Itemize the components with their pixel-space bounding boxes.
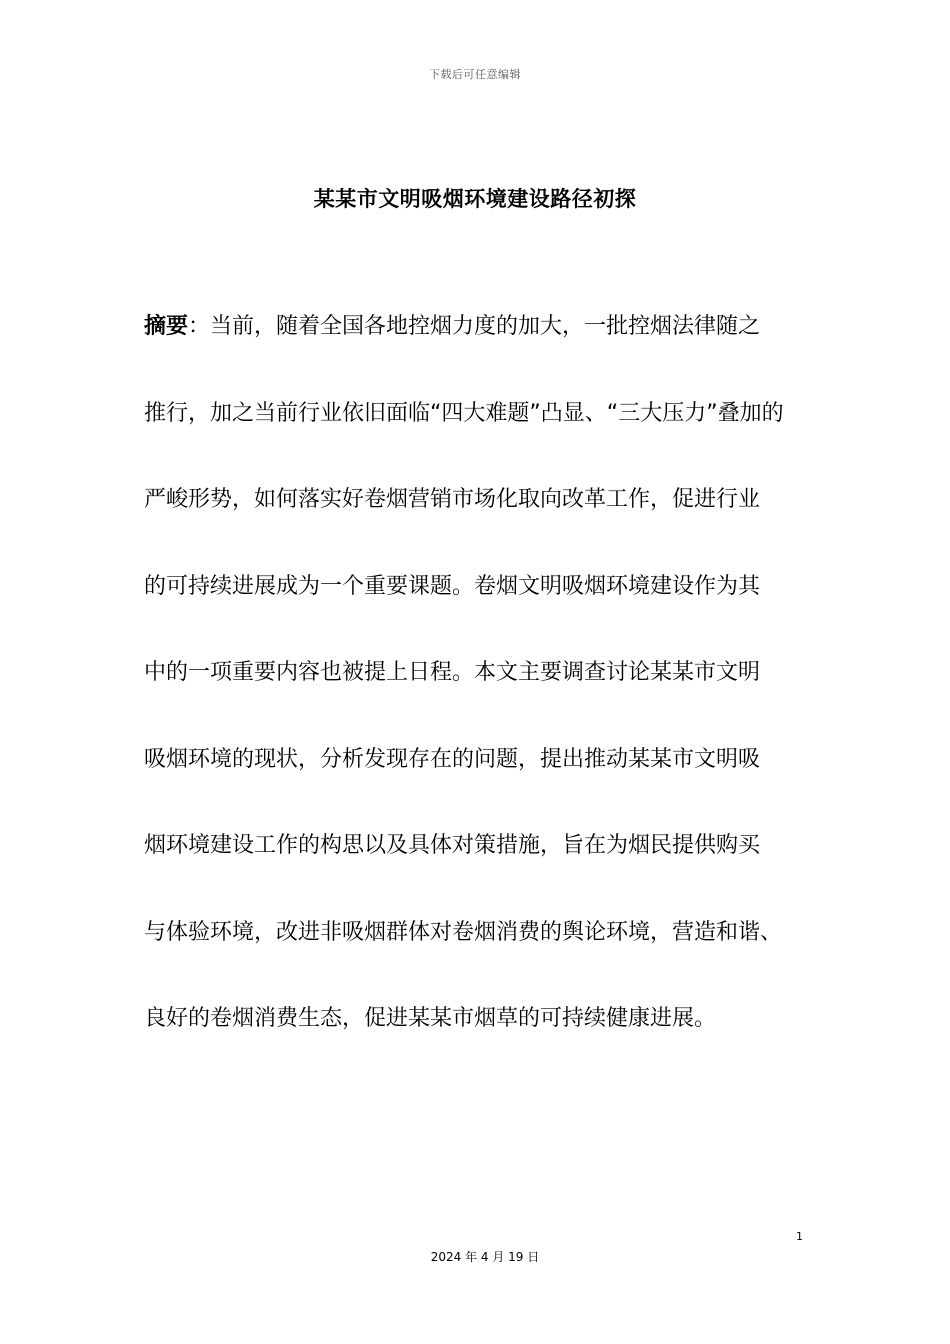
abstract-line: 烟环境建设工作的构思以及具体对策措施，旨在为烟民提供购买 <box>144 833 761 858</box>
abstract-line: 与体验环境，改进非吸烟群体对卷烟消费的舆论环境，营造和谐、 <box>144 919 783 945</box>
document-title: 某某市文明吸烟环境建设路径初探 <box>313 187 637 211</box>
abstract-separator: ： <box>188 314 211 339</box>
abstract-line: 的可持续进展成为一个重要课题。卷烟文明吸烟环境建设作为其 <box>144 573 761 599</box>
footer-date: 2024 年 4 月 19 日 <box>430 1250 540 1264</box>
abstract-line: 良好的卷烟消费生态，促进某某市烟草的可持续健康进展。 <box>144 1006 717 1031</box>
abstract-line <box>144 307 828 394</box>
abstract-text: 当前，随着全国各地控烟力度的加大，一批控烟法律随之 <box>210 314 761 339</box>
abstract-line: 严峻形势，如何落实好卷烟营销市场化取向改革工作，促进行业 <box>144 487 761 512</box>
page-number: 1 <box>796 1230 803 1243</box>
abstract-line: 吸烟环境的现状，分析发现存在的问题，提出推动某某市文明吸 <box>144 746 761 772</box>
abstract-line: 推行，加之当前行业依旧面临“四大难题”凸显、“三大压力”叠加的 <box>144 400 784 426</box>
abstract-label: 摘要 <box>144 314 189 339</box>
abstract-line: 中的一项重要内容也被提上日程。本文主要调查讨论某某市文明 <box>144 660 761 685</box>
abstract-section <box>144 307 828 1086</box>
header-note: 下载后可任意编辑 <box>429 68 521 81</box>
